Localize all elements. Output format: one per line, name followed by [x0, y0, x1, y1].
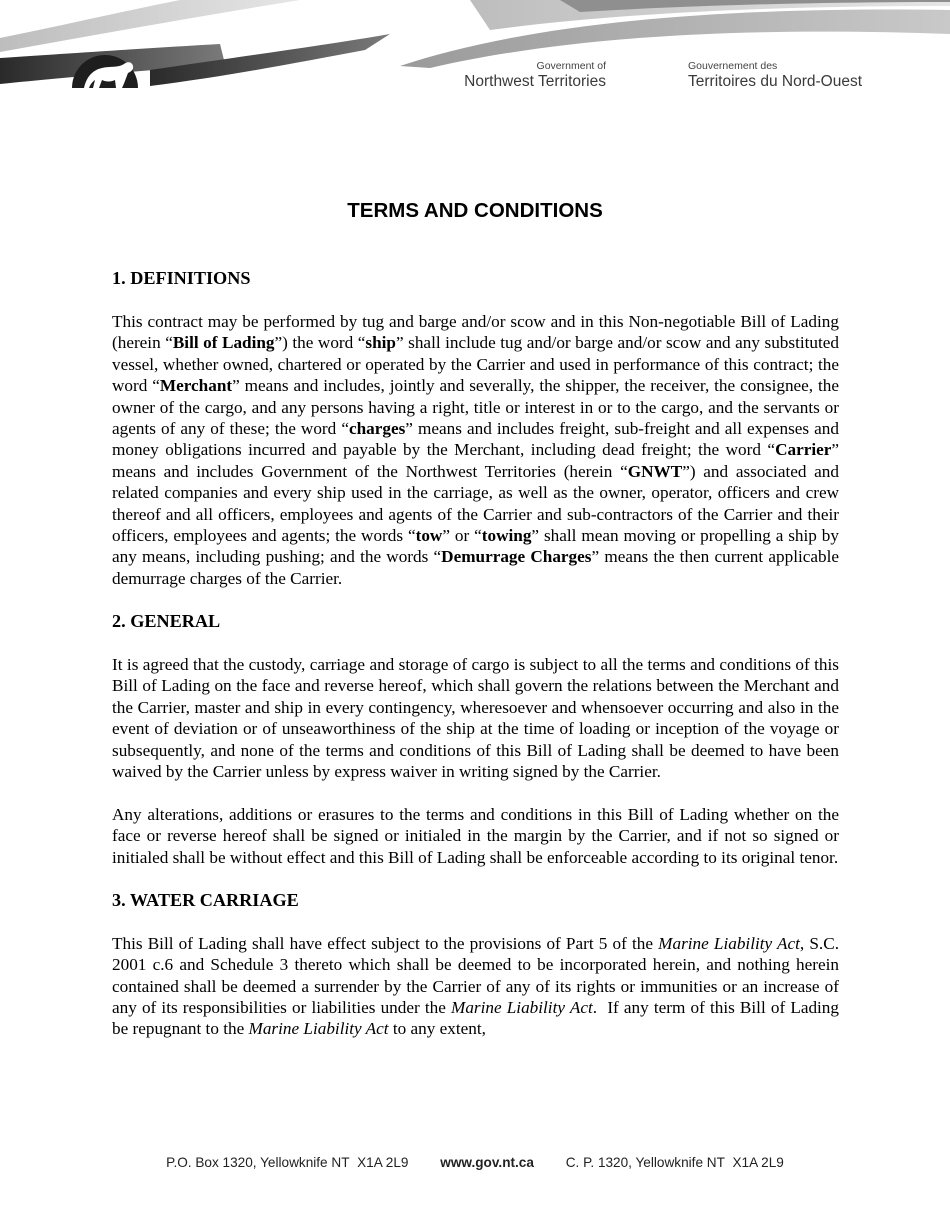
- footer-address-fr: C. P. 1320, Yellowknife NT X1A 2L9: [565, 1155, 784, 1170]
- defined-term: Merchant: [159, 376, 233, 396]
- text-run: to any extent,: [388, 1019, 486, 1039]
- government-en-name: Northwest Territories: [464, 73, 606, 90]
- act-title: Marine Liability Act: [248, 1019, 389, 1039]
- section-heading-water-carriage: 3. WATER CARRIAGE: [112, 889, 299, 910]
- document-body: [112, 268, 839, 1061]
- defined-term: charges: [348, 419, 406, 439]
- defined-term: Carrier: [775, 440, 832, 460]
- text-run: . If any term of this Bill of Lading be repugnant to the: [112, 997, 839, 1039]
- text-run: ” shall mean moving or propelling a ship by any means, including pushing; and the words “: [112, 526, 839, 567]
- text-run: This contract may be performed by tug and barge and/or scow and in this Non-negotiable Bill of Lading (herein “: [112, 312, 839, 353]
- text-run: ”) and associated and related companies and every ship used in the carriage, as well as the owner, operator, officers and crew thereof and all officers, employees and agents of the Carrier and sub-contractors of the Carrier and their officers, employees and agents; the words “: [112, 461, 839, 546]
- general-paragraph-1: It is agreed that the custody, carriage and storage of cargo is subject to all the terms and conditions of this Bill of Lading on the face and reverse hereof, which shall govern the relations between the Merchant and the Carrier, master and ship in every contingency, wheresoever and whensoever occurring and also in the event of deviation or of unseaworthiness of the ship at the time of loading or inception of the voyage or subsequently, and none of the terms and conditions of this Bill of Lading shall be deemed to have been waived by the Carrier unless by express waiver in writing signed by the Carrier.: [112, 654, 839, 781]
- text-run: ” or “: [442, 526, 482, 546]
- defined-term: tow: [415, 526, 443, 546]
- footer-address-en: P.O. Box 1320, Yellowknife NT X1A 2L9: [166, 1155, 409, 1170]
- text-run: ” means and includes freight, sub-freight and all expenses and money obligations incurred and payable by the Merchant, including dead freight; the word “: [112, 419, 839, 460]
- text-run: ” means and includes, jointly and severally, the shipper, the receiver, the consignee, the owner of the cargo, and any persons having a right, title or interest in or to the cargo, and the servants or agents of any of these; the word “: [112, 376, 840, 439]
- text-run: ”) the word “: [274, 333, 366, 353]
- general-paragraph-2: Any alterations, additions or erasures to the terms and conditions in this Bill of Lading whether on the face or reverse hereof shall be signed or initialed in the margin by the Carrier, and if not so signed or initialed shall be without effect and this Bill of Lading shall be enforceable according to its original tenor.: [112, 804, 839, 867]
- government-wordmark: [464, 60, 880, 94]
- defined-term: Bill of Lading: [172, 333, 275, 353]
- definitions-paragraph: [112, 311, 839, 589]
- swoosh-left-light: [0, 0, 300, 52]
- text-run: This Bill of Lading shall have effect subject to the provisions of Part 5 of the: [112, 933, 659, 953]
- government-fr-name: Territoires du Nord-Ouest: [688, 73, 863, 90]
- text-run: ” means and includes Government of the Northwest Territories (herein “: [112, 440, 839, 481]
- defined-term: towing: [481, 526, 532, 546]
- government-en: [464, 60, 606, 90]
- government-fr: [688, 60, 862, 90]
- document-title: TERMS AND CONDITIONS: [347, 199, 603, 222]
- text-run: ” means the then current applicable demurrage charges of the Carrier.: [112, 547, 839, 588]
- government-en-small: Government of: [536, 60, 606, 72]
- text-run: , S.C. 2001 c.6 and Schedule 3 thereto which shall be deemed to be incorporated herein, and nothing herein contained shall be deemed a surrender by the Carrier of any of its rights or immunities or an increase of any of its responsibilities or liabilities under the: [112, 933, 839, 1017]
- defined-term: GNWT: [627, 461, 683, 481]
- footer-website-link[interactable]: www.gov.nt.ca: [440, 1155, 534, 1170]
- text-run: ” shall include tug and/or barge and/or scow and any substituted vessel, whether owned, chartered or operated by the Carrier and used in performance of this contract; the word “: [112, 333, 839, 396]
- water-carriage-paragraph: [112, 933, 839, 1040]
- defined-term: ship: [365, 333, 396, 353]
- section-heading-general: 2. GENERAL: [112, 610, 221, 631]
- page-footer: [0, 1155, 950, 1170]
- section-heading-definitions: 1. DEFINITIONS: [112, 268, 251, 288]
- act-title: Marine Liability Act: [658, 933, 800, 953]
- act-title: Marine Liability Act: [451, 997, 593, 1017]
- defined-term: Demurrage Charges: [441, 547, 592, 567]
- government-fr-small: Gouvernement des: [688, 60, 778, 72]
